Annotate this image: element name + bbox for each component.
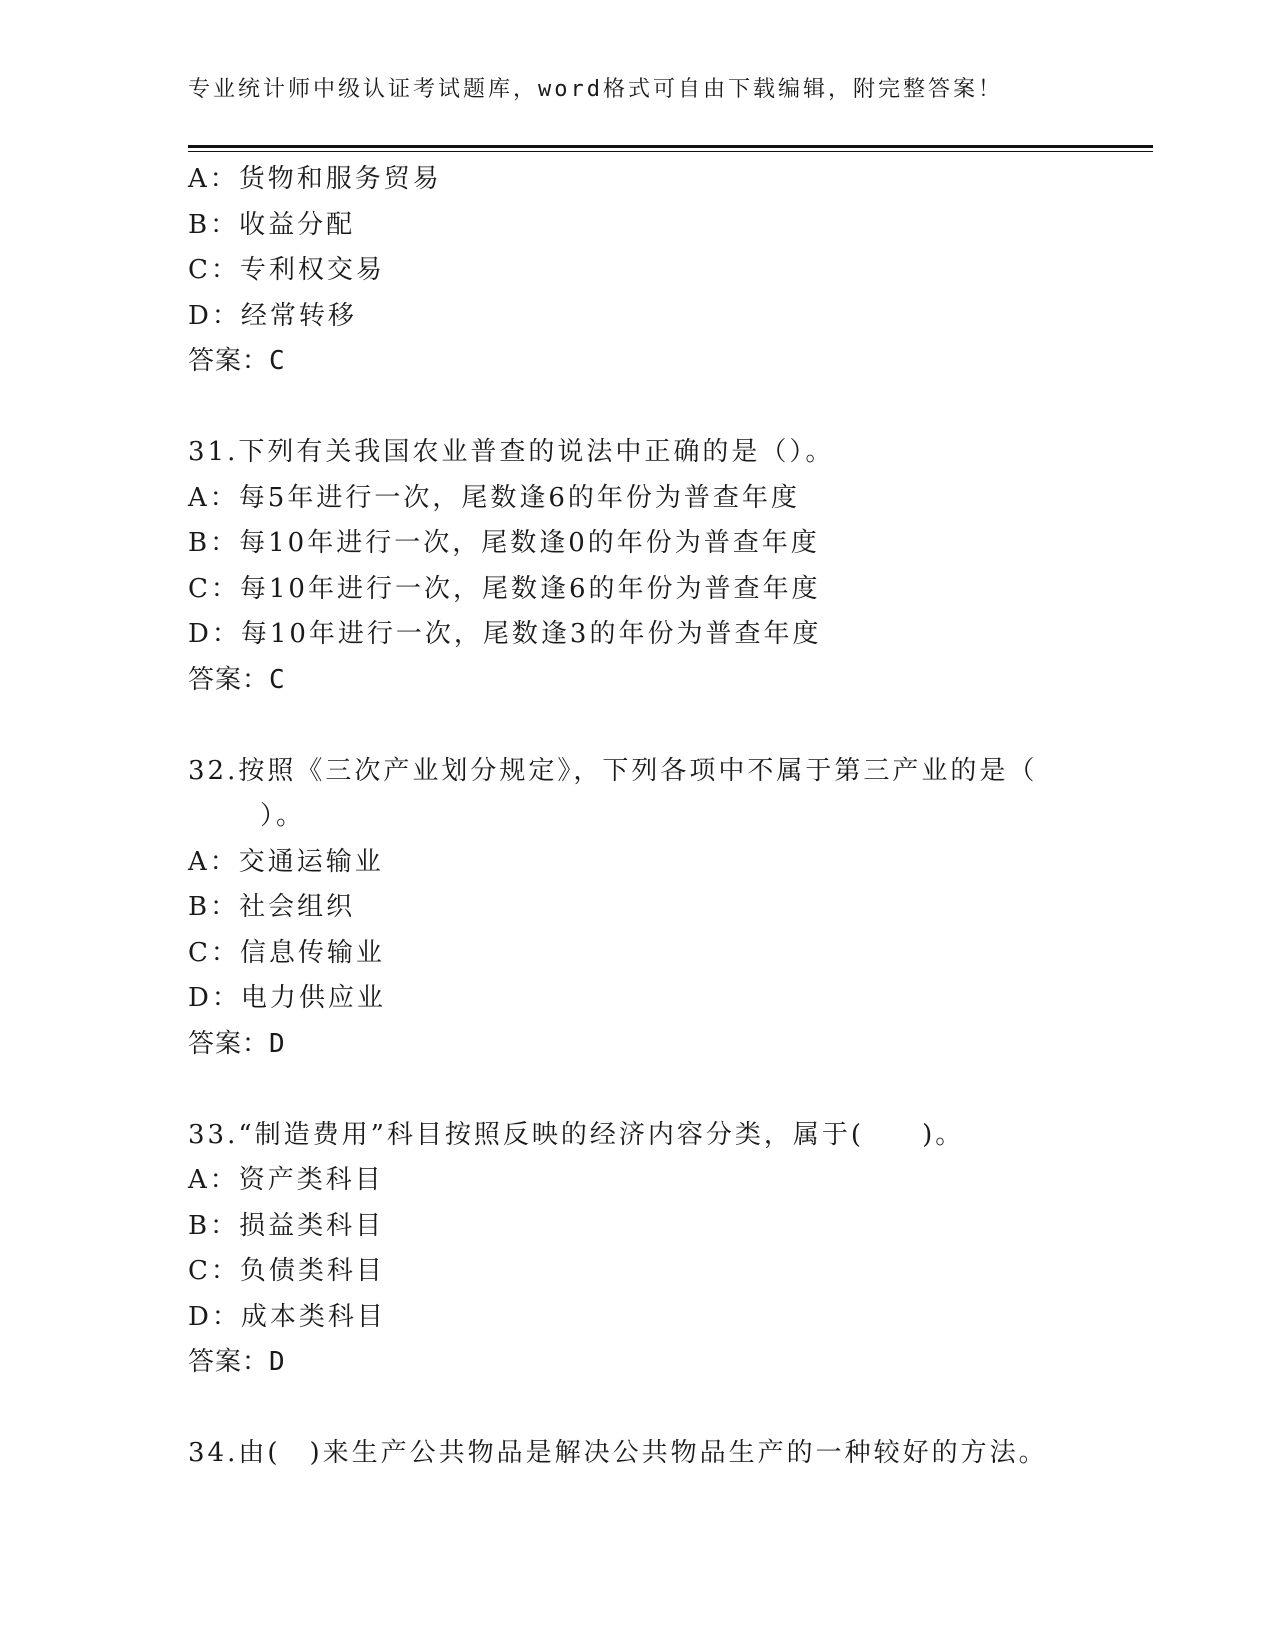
option-a: A：货物和服务贸易 <box>188 164 442 194</box>
answer-line <box>188 658 1128 704</box>
question-31 <box>188 430 1128 703</box>
question-stem: 33.“制造费用”科目按照反映的经济内容分类，属于( )。 <box>188 1119 965 1150</box>
answer-line <box>188 1340 1128 1386</box>
question-33 <box>188 1113 1128 1386</box>
option-d: D：每10年进行一次，尾数逢3的年份为普查年度 <box>188 619 822 649</box>
option-c: C：负债类科目 <box>188 1256 385 1286</box>
answer-label: 答案： <box>188 1028 270 1059</box>
option-d: D：成本类科目 <box>188 1301 386 1332</box>
option-a: A：每5年进行一次，尾数逢6的年份为普查年度 <box>188 482 800 513</box>
answer-label: 答案： <box>188 664 270 695</box>
answer-label: 答案： <box>188 346 270 376</box>
header-rule-thin <box>188 151 1153 152</box>
option-c: C：信息传输业 <box>188 937 385 968</box>
header-rule-thick <box>188 145 1153 148</box>
answer-line <box>188 339 1128 385</box>
option-d: D：电力供应业 <box>188 983 386 1013</box>
option-b: B：收益分配 <box>188 209 356 240</box>
prev-question-block <box>188 157 1128 385</box>
answer-value: C <box>269 664 286 695</box>
answer-value: C <box>269 346 286 376</box>
answer-line <box>188 1022 1128 1068</box>
question-stem: 34.由( )来生产公共物品是解决公共物品生产的一种较好的方法。 <box>188 1438 1048 1468</box>
option-d: D：经常转移 <box>188 300 357 331</box>
answer-value: D <box>269 1347 286 1377</box>
option-b: B：每10年进行一次，尾数逢0的年份为普查年度 <box>188 528 820 558</box>
option-a: A：交通运输业 <box>188 846 384 877</box>
answer-label: 答案： <box>188 1347 270 1377</box>
option-b: B：损益类科目 <box>188 1210 385 1241</box>
option-a: A：资产类科目 <box>188 1165 384 1195</box>
answer-value: D <box>269 1028 286 1059</box>
option-c: C：专利权交易 <box>188 255 385 285</box>
page-header: 专业统计师中级认证考试题库，word格式可自由下载编辑，附完整答案！ <box>188 77 1003 102</box>
question-stem: 32.按照《三次产业划分规定》，下列各项中不属于第三产业的是（ <box>188 755 1038 786</box>
question-stem: 31.下列有关我国农业普查的说法中正确的是（）。 <box>188 437 835 467</box>
option-b: B：社会组织 <box>188 892 356 922</box>
question-stem-continuation: ）。 <box>260 801 306 831</box>
option-c: C：每10年进行一次，尾数逢6的年份为普查年度 <box>188 573 821 604</box>
question-34 <box>188 1431 1128 1477</box>
question-32 <box>188 749 1128 1068</box>
question-content <box>188 157 1128 1477</box>
